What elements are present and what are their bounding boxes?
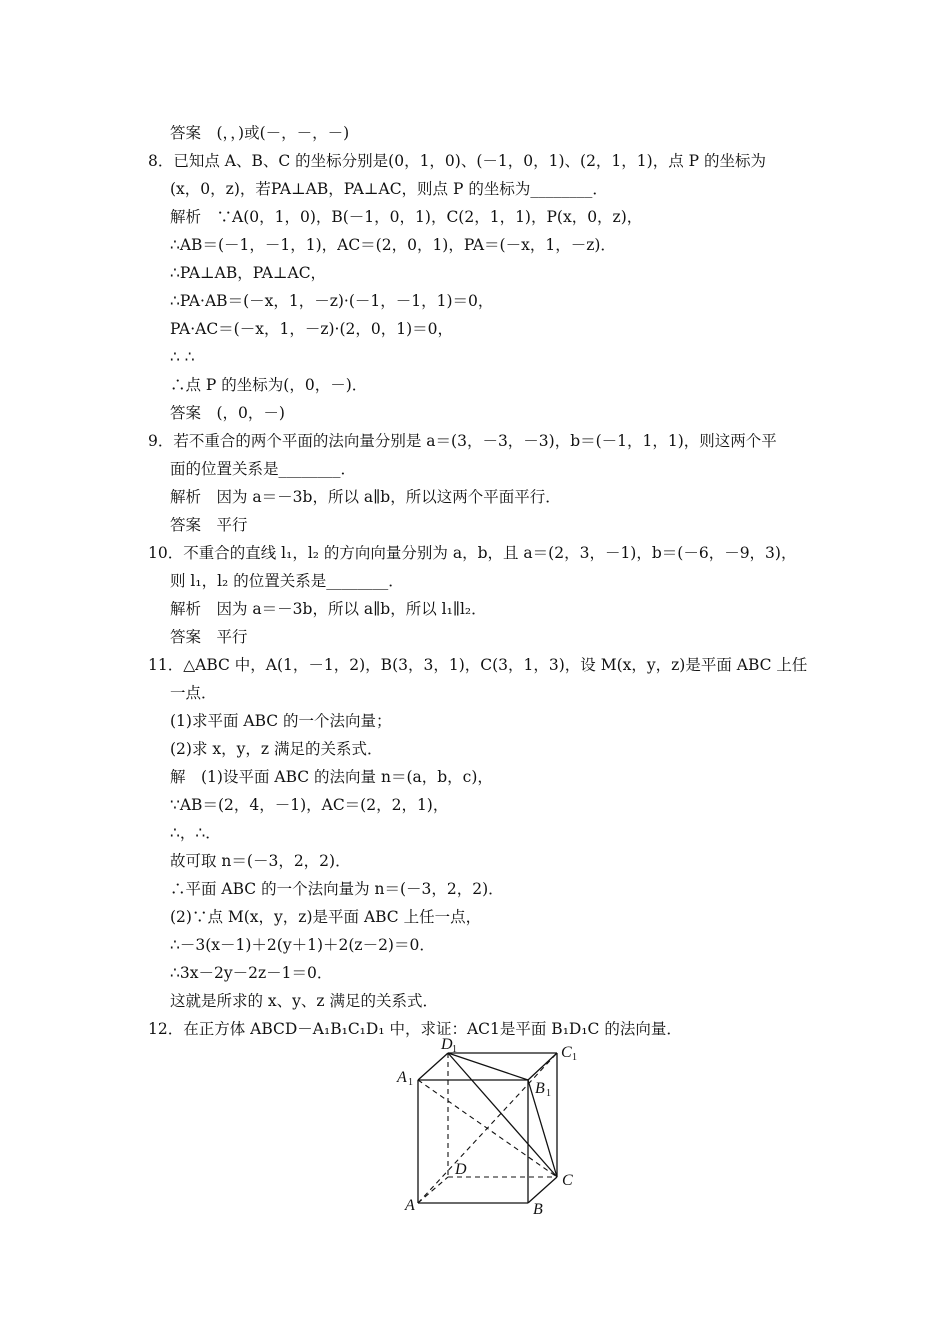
vertex-label-a: A <box>405 1197 415 1214</box>
solution-11-line-9: 这就是所求的 x、y、z 满足的关系式． <box>170 992 439 1010</box>
answer-10: 答案 平行 <box>170 628 248 646</box>
vertex-label-d1 <box>440 1036 457 1055</box>
svg-text:C: C <box>561 1044 572 1061</box>
answer-8: 答案 (，0，－) <box>170 404 285 422</box>
question-10-line-2: 则 l₁，l₂ 的位置关系是________． <box>170 572 404 590</box>
svg-text:1: 1 <box>546 1088 551 1099</box>
vertex-label-b: B <box>533 1201 543 1218</box>
analysis-8-line-7: ∴点 P 的坐标为(，0，－)． <box>170 376 368 394</box>
question-8-line-2: (x，0，z)，若PA⊥AB，PA⊥AC，则点 P 的坐标为________． <box>170 180 608 198</box>
solution-11-line-6: (2)∵点 M(x，y，z)是平面 ABC 上任一点， <box>170 908 482 926</box>
solution-11-line-5: ∴平面 ABC 的一个法向量为 n＝(－3，2，2)． <box>170 880 504 898</box>
hidden-edge-ad <box>418 1177 448 1203</box>
solution-11-line-7: ∴－3(x－1)＋2(y＋1)＋2(z－2)＝0． <box>170 936 435 954</box>
analysis-8-line-4: ∴PA·AB＝(－x，1，－z)·(－1，－1，1)＝0， <box>170 292 494 310</box>
cube-figure <box>385 1035 595 1225</box>
solution-11-line-2: ∵AB＝(2，4，－1)，AC＝(2，2，1)， <box>170 796 449 814</box>
solution-11-line-4: 故可取 n＝(－3，2，2)． <box>170 852 351 870</box>
answer-9: 答案 平行 <box>170 516 248 534</box>
question-12: 12．在正方体 ABCD－A₁B₁C₁D₁ 中，求证：AC1是平面 B₁D₁C 的法向量． <box>148 1020 682 1038</box>
svg-text:1: 1 <box>572 1052 577 1063</box>
question-9-line-1: 9．若不重合的两个平面的法向量分别是 a＝(3，－3，－3)，b＝(－1，1，1)，则这两个平 <box>148 432 777 450</box>
edge-a1d1 <box>418 1053 448 1080</box>
svg-text:1: 1 <box>408 1077 413 1088</box>
question-9-line-2: 面的位置关系是________． <box>170 460 357 478</box>
question-11-part-1: (1)求平面 ABC 的一个法向量； <box>170 712 392 730</box>
answer-7: 答案 (，，)或(－，－，－) <box>170 124 350 142</box>
analysis-8-line-3: ∴PA⊥AB，PA⊥AC， <box>170 264 327 282</box>
solution-11-line-8: ∴3x－2y－2z－1＝0． <box>170 964 333 982</box>
vertex-label-b1 <box>535 1080 551 1099</box>
solution-11-line-3: ∴，∴． <box>170 824 221 842</box>
cube-diagram <box>385 1035 595 1225</box>
svg-text:D: D <box>441 1036 453 1053</box>
analysis-9: 解析 因为 a＝－3b，所以 a∥b，所以这两个平面平行． <box>170 488 561 506</box>
question-8-line-1: 8．已知点 A、B、C 的坐标分别是(0，1，0)、(－1，0，1)、(2，1，1)，点 P 的坐标为 <box>148 152 766 170</box>
analysis-8-line-1: 解析 ∵A(0，1，0)，B(－1，0，1)，C(2，1，1)，P(x，0，z)， <box>170 208 643 226</box>
question-11-line-2: 一点． <box>170 684 217 702</box>
analysis-8-line-6: ∴ ∴ <box>170 348 195 366</box>
edge-bc <box>528 1177 557 1203</box>
solution-11-line-1: 解 (1)设平面 ABC 的法向量 n＝(a，b，c)， <box>170 768 493 786</box>
vertex-label-d: D <box>455 1161 467 1178</box>
vertex-label-c1 <box>561 1044 577 1063</box>
question-11-part-2: (2)求 x，y，z 满足的关系式． <box>170 740 383 758</box>
analysis-10: 解析 因为 a＝－3b，所以 a∥b，所以 l₁∥l₂． <box>170 600 487 618</box>
analysis-8-line-2: ∴AB＝(－1，－1，1)，AC＝(2，0，1)，PA＝(－x，1，－z)． <box>170 236 616 254</box>
svg-text:1: 1 <box>452 1044 457 1055</box>
vertex-label-c: C <box>562 1172 573 1189</box>
svg-text:B: B <box>535 1080 545 1097</box>
question-11-line-1: 11．△ABC 中，A(1，－1，2)，B(3，3，1)，C(3，1，3)，设 M(x，y，z)是平面 ABC 上任 <box>148 656 808 674</box>
analysis-8-line-5: PA·AC＝(－x，1，－z)·(2，0，1)＝0， <box>170 320 454 338</box>
vertex-label-a1 <box>396 1069 413 1088</box>
question-10-line-1: 10．不重合的直线 l₁，l₂ 的方向向量分别为 a，b，且 a＝(2，3，－1)，b＝(－6，－9，3)， <box>148 544 797 562</box>
svg-text:A: A <box>397 1069 407 1086</box>
